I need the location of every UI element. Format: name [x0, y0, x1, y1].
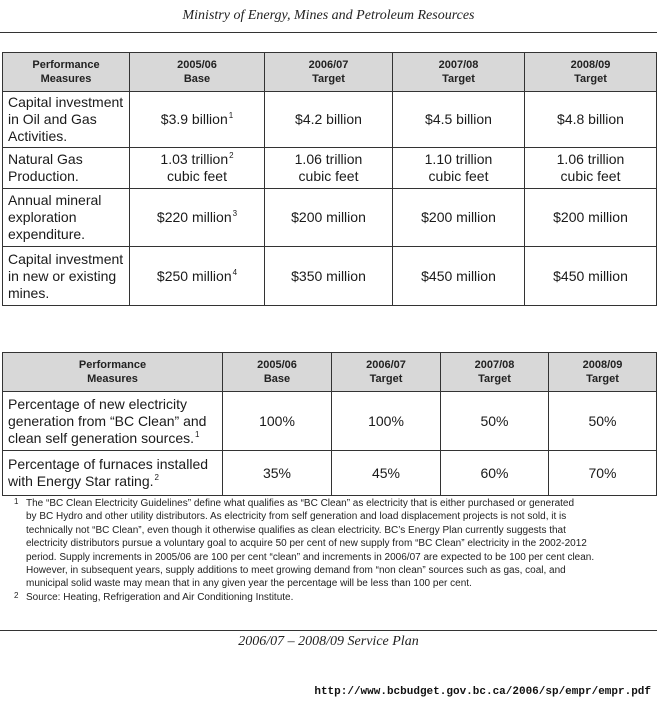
measure-cell: Natural Gas Production.: [3, 148, 130, 189]
running-header: Ministry of Energy, Mines and Petroleum Resources: [182, 8, 475, 23]
table-row: [3, 148, 657, 189]
target-value-cell: $4.5 billion: [393, 92, 525, 148]
target-value-cell: 45%: [332, 451, 441, 496]
header-cell-2006-07: 2006/07 Target: [332, 353, 441, 392]
table-row: [3, 392, 657, 451]
performance-table-resources: [2, 52, 657, 306]
table-row: [3, 189, 657, 247]
footnote: [14, 497, 644, 591]
header-cell-2005-06: 2005/06 Base: [223, 353, 332, 392]
header-cell-2007-08: 2007/08 Target: [393, 53, 525, 92]
target-value-cell: 1.06 trillion cubic feet: [525, 148, 657, 189]
table-header-row: [3, 53, 657, 92]
target-value-cell: 1.06 trillion cubic feet: [265, 148, 393, 189]
footnote-text: The “BC Clean Electricity Guidelines” define what qualifies as “BC Clean” as electricity that is either purchased or generated by BC Hydro and other utility distributors. As electricity from self generation and load displacement projects is not sold, it is technically not “BC Clean”, even though it otherwise qualifies as clean electricity. BC’s Energy Plan currently suggests that electricity distributors pursue a voluntary goal to acquire 50 per cent of new supply from “BC Clean” electricity in the 2002-2012 period. Supply increments in 2005/06 are 100 per cent “clean” and increments in 2006/07 are expected to be 100 per cent clean. However, in subsequent years, supply additions to meet growing demand from “non clean” sources such as gas, coal, and municipal solid waste may mean that in any given year the percentage will be less than 100 per cent.: [26, 498, 595, 590]
header-cell-2005-06: 2005/06 Base: [130, 53, 265, 92]
footnote-marker: 4: [232, 267, 238, 277]
header-cell-2008-09: 2008/09 Target: [525, 53, 657, 92]
target-value-cell: 1.10 trillion cubic feet: [393, 148, 525, 189]
table-row: [3, 247, 657, 306]
target-value-cell: $350 million: [265, 247, 393, 306]
footnote-text: Source: Heating, Refrigeration and Air Conditioning Institute.: [26, 591, 294, 603]
running-footer: 2006/07 – 2008/09 Service Plan: [238, 634, 419, 649]
footnotes: [14, 497, 644, 604]
measure-cell: Annual mineral exploration expenditure.: [3, 189, 130, 247]
table-header-row: [3, 353, 657, 392]
base-value-cell: 1.03 trillion$^2$ cubic feet: [130, 148, 265, 189]
footnote-marker: 1: [14, 497, 19, 506]
target-value-cell: 50%: [441, 392, 549, 451]
measure-cell: Capital investment in Oil and Gas Activities.: [3, 92, 130, 148]
target-value-cell: $200 million: [525, 189, 657, 247]
base-value-cell: $3.9 billion$^1$: [130, 92, 265, 148]
footnote-marker: 3: [232, 209, 238, 218]
footer-rule: [0, 630, 657, 631]
base-value-cell: 100%: [223, 392, 332, 451]
base-value-cell: 35%: [223, 451, 332, 496]
table-row: [3, 451, 657, 496]
footnote-marker: 2: [14, 590, 19, 600]
header-cell-2008-09: 2008/09 Target: [549, 353, 657, 392]
footnote: [14, 591, 644, 604]
target-value-cell: 70%: [549, 451, 657, 496]
header-cell-measures: Performance Measures: [3, 353, 223, 392]
performance-table-electricity: [2, 352, 657, 496]
base-value-cell: $220 million$^3$: [130, 189, 265, 247]
target-value-cell: $200 million: [393, 189, 525, 247]
target-value-cell: 50%: [549, 392, 657, 451]
measure-cell: Percentage of new electricity generation from “BC Clean” and clean self generation sources.$^1$: [3, 392, 223, 451]
footnote-marker: 1: [228, 111, 234, 120]
target-value-cell: 60%: [441, 451, 549, 496]
footnote-marker: 1: [195, 429, 200, 439]
table-row: [3, 92, 657, 148]
header-cell-2007-08: 2007/08 Target: [441, 353, 549, 392]
target-value-cell: 100%: [332, 392, 441, 451]
target-value-cell: $450 million: [393, 247, 525, 306]
measure-cell: Capital investment in new or existing mines.: [3, 247, 130, 306]
footnote-marker: 2: [154, 473, 159, 482]
source-url: http://www.bcbudget.gov.bc.ca/2006/sp/empr/empr.pdf: [314, 686, 651, 698]
target-value-cell: $4.2 billion: [265, 92, 393, 148]
header-cell-measures: Performance Measures: [3, 53, 130, 92]
header-rule: [0, 32, 657, 33]
header-cell-2006-07: 2006/07 Target: [265, 53, 393, 92]
base-value-cell: $250 million$^4$: [130, 247, 265, 306]
measure-cell: Percentage of furnaces installed with Energy Star rating.$^2$: [3, 451, 223, 496]
footnote-marker: 2: [229, 151, 234, 160]
target-value-cell: $200 million: [265, 189, 393, 247]
target-value-cell: $450 million: [525, 247, 657, 306]
target-value-cell: $4.8 billion: [525, 92, 657, 148]
